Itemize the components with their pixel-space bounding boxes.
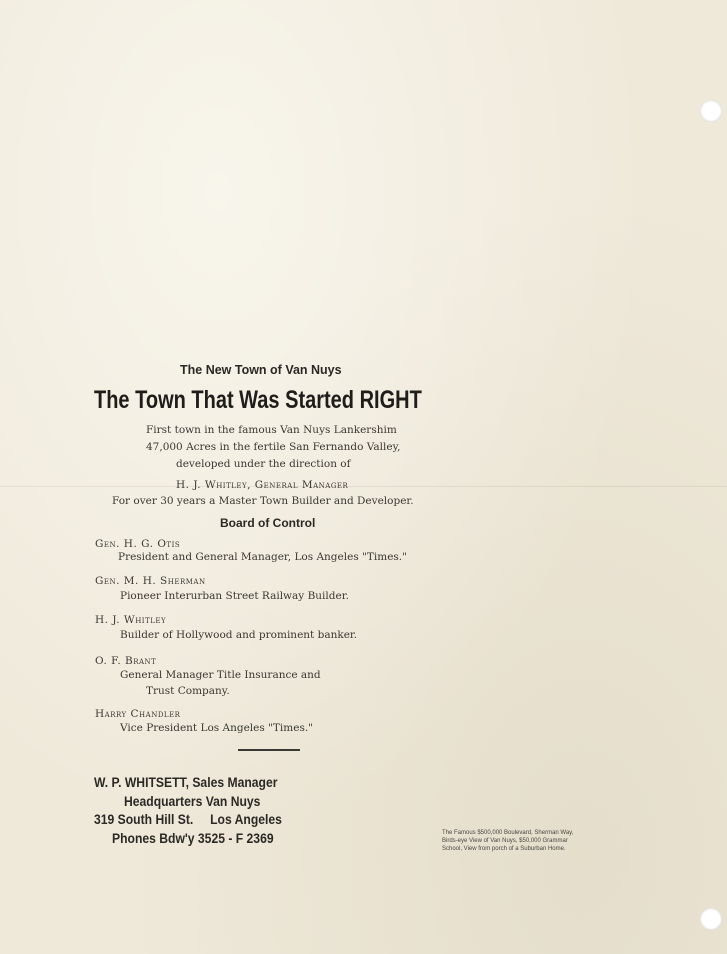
general-manager: H. J. Whitley, General Manager <box>176 479 349 491</box>
board-heading: Board of Control <box>220 516 316 530</box>
contact-sales-manager: W. P. WHITSETT, Sales Manager <box>94 775 278 790</box>
brochure-title: The Town That Was Started RIGHT <box>94 386 422 414</box>
board-member-title: Vice President Los Angeles "Times." <box>120 722 314 734</box>
board-member-title: Pioneer Interurban Street Railway Builder. <box>120 590 349 602</box>
board-member-name: H. J. Whitley <box>95 614 167 626</box>
photo-caption-line-3: School, View from porch of a Suburban Home. <box>442 846 566 852</box>
board-member-name: Gen. H. G. Otis <box>95 538 181 550</box>
intro-line-3: developed under the direction of <box>176 458 351 470</box>
board-member-title: Builder of Hollywood and prominent banker. <box>120 629 358 641</box>
intro-line-1: First town in the famous Van Nuys Lankershim <box>146 424 397 436</box>
brochure-subtitle: The New Town of Van Nuys <box>180 363 342 377</box>
photo-caption-line-2: Birds-eye View of Van Nuys, $50,000 Grammar <box>442 838 568 844</box>
board-member-name: Gen. M. H. Sherman <box>95 575 206 587</box>
contact-address: 319 South Hill St. Los Angeles <box>94 812 282 827</box>
school-and-porch-photo <box>350 420 640 830</box>
photo-caption-line-1: The Famous $500,000 Boulevard, Sherman Way, <box>442 830 574 836</box>
intro-line-4: For over 30 years a Master Town Builder and Developer. <box>112 495 414 507</box>
board-member-title: Trust Company. <box>146 685 230 697</box>
punch-hole-bottom <box>700 908 722 930</box>
board-member-title: President and General Manager, Los Angeles "Times." <box>118 551 407 563</box>
board-member-title: General Manager Title Insurance and <box>120 669 321 681</box>
board-member-name: O. F. Brant <box>95 655 157 667</box>
section-divider <box>238 749 300 751</box>
contact-headquarters: Headquarters Van Nuys <box>124 794 261 809</box>
intro-line-2: 47,000 Acres in the fertile San Fernando Valley, <box>146 441 401 453</box>
board-member-name: Harry Chandler <box>95 708 181 720</box>
contact-phones: Phones Bdw'y 3525 - F 2369 <box>112 831 274 846</box>
boulevard-and-town-photo <box>95 100 650 365</box>
punch-hole-top <box>700 100 722 122</box>
